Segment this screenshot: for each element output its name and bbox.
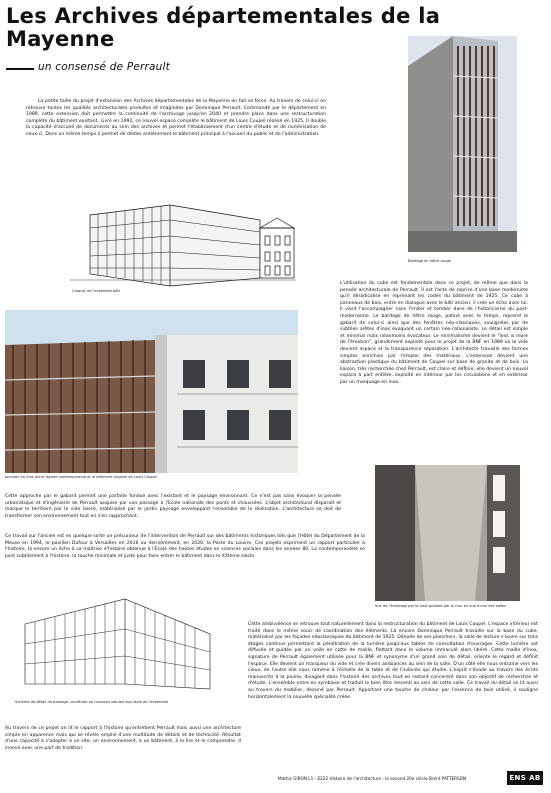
caption-facade: Jonction en inox entre façade contemporaine et le bâtiment original de Louis Coupel	[5, 475, 157, 479]
ensab-logo: ENS AB	[507, 771, 543, 785]
gabarit-text: Cette approche par le gabarit permet une parfaite fondue avec l'existant et le paysage environnant. Ce n'est pas sans évoquer la pensée urbanistique et d'ingénierie de Perrault acquise par son passage à l'Ecole nationale des ponts et chaussées. L'objet architectural disparaît et marque le territoire par le vide laissé, matérialisé par le jardin paysagé enveloppant l'ensemble de la réalisation. L'architecture se doit de transformer son environnement tout en s'en rapprochant.	[5, 494, 341, 519]
page-title: Les Archives départementales de la Mayenne	[6, 4, 441, 51]
intro-text: La petite taille du projet d'extension des Archives départementales de la Mayenne en fait sa force. Au travers de celui-ci on retrouve toutes les qualités architecturales produites et imaginées par Dominique Perrault. Commandé par le département en 1989, cette extension doit permettre la continuité de l'archivage jusqu'en 2040 et prendre place dans une restructuration complète du bâtiment existant. Livré en 1992, ce nouvel espace complète le bâtiment de Louis Coupel réalisé en 1925. Il double la capacité d'accueil de documents au sein des archives et permet l'établissement d'un centre d'étude et de numérisation de ceux-ci. Dans un même temps il permet de dédier entièrement le bâtiment principal à l'accueil du public et de l'administration.	[26, 99, 326, 137]
photo-interior	[375, 465, 520, 601]
intro-paragraph	[26, 99, 326, 139]
caption-bardage: Bardage en hêtre rouge	[408, 259, 451, 263]
gabarit-paragraph	[5, 494, 341, 520]
caption-croquis: Croquis de l'ensemble bâti	[72, 289, 120, 293]
sketch-drawing	[60, 200, 300, 290]
cube-text: L'utilisation du cube est fondamentale dans ce projet, de même que dans la pensée architecturale de Perrault. Il est l'acte de reprise d'une base moderniste qu'il déradicalise en reprenant les codes du bâtiment de 1925. Ce cube à panneaux de bois, entre en dialogue avec le bâti ancien, il crée un écho avec lui. Il vient l'accompagner sans l'imiter et tomber dans de l'historicisme du post-modernisme. Le bardage de hêtre rouge, patiné avec le temps, reprend le gabarit de celui-ci ainsi que des fenêtres néo-classiques, soulignées par de subtiles arêtes d'inox évoquant un certain néo-rationaliste. Le détail est simple et minimal mais néanmoins évocateur. Le minimalisme devient le "less is more de l'émotion", grandement exploité pour le projet de la BNF en 1989 où le vide devient espace et la transparence séparation. L'architecte travaille des formes simples enrichies par l'emploi des matériaux. L'extension devient une abstraction plastique du bâtiment de Coupel sur base de granite et de bois. La liaison, très recherchée chez Perrault, est claire et définie, elle devient un nouvel espace à part entière, exploité en intérieur par les circulations et en extérieur par un marquage en inox.	[340, 281, 528, 385]
precurseur-paragraph	[5, 534, 365, 560]
detail-drawing	[15, 594, 215, 694]
photo-facade	[5, 310, 298, 473]
conclusion-paragraph	[5, 726, 241, 752]
conclusion-text: Au travers de ce projet on lit le rapport à l'histoire qu'entretient Perrault mais aussi une architecture simple en apparence mais qui se révèle emplie d'une multitude de détails et de technicité. Résultat d'une capacité à s'adapter à un site, un environnement, à un bâtiment, à le lire et le comprendre. Il innove avec une part de tradition.	[5, 726, 241, 751]
photo-bardage	[408, 36, 517, 252]
ambivalence-paragraph	[248, 622, 538, 701]
page-subtitle: un consensé de Perrault	[38, 61, 170, 73]
precurseur-text: Ce travail sur l'ancien est en quelque sorte un précurseur de l'intervention de Perrault sur des bâtiments historiques tels que l'Hôtel du Département de la Meuse en 1994, le pavillon Dufour à Versailles en 2016 ou dernièrement, en 2020, la Poste du Louvre. Ces projets expriment un rapport particulier à l'histoire, là encore un écho à sa maîtrise d'histoire obtenue à l'Ecole des hautes études en sciences sociales dans les années 80. La contemporanéité se joint subtilement à l'histoire, la touche minimale et juste pour faire entrer le bâtiment dans le XXIème siècle.	[5, 534, 365, 559]
caption-detail: Schéma de détail du bardage, conférant au nouveau volume son style de l'ensemble	[15, 700, 168, 704]
caption-interior: Vue de l'éclairage par le haut guidant par le mur en vue d'une des salles	[375, 604, 506, 608]
ambivalence-text: Cette ambivalence se retrouve tout naturellement dans la restructuration du bâtiment de Louis Coupel. L'espace intérieur est traité dans le même souci de coordination des éléments. Là encore Dominique Perrault travaille sur la base du cube, matérialisé par les façades néoclassiques du bâtiment de 1925. Dénuée de ses planchers, la salle de lecture s'ouvre sur trois étages continus permettant la pénétration de la lumière jusqu'aux tables de consultation d'ouvrages. Cette lumière est diffusée et guidée par un voile en cotte de maille, flottant dans le volume immaculé alors libéré. Cette maille d'inox, signature de Perrault également utilisée pour la BNF et synonyme d'un grand soin de détail, oriente le regard et définit l'espace. Elle devient un marqueur du vide et crée divers ambiances au sein de la salle. D'un côté elle nous entraîne vers les cieux, de l'autre elle nous ramène à l'échelle de la table et de l'individu qui étudie. L'esprit s'évade au travers des écrits manuscrits à la plume, divagant dans l'histoire des archives tout en restant concentré dans son objectif de recherches et d'étude. L'ensemble entre en symbiose et traduit le bien être ressenti au sein de cette salle. Ce travail du détail se lit aussi au travers du mobilier, dessiné par Perrault. Apportant une touche de chaleur par l'essence de bois utilisé, il souligne horizontalement la nouvelle spécialité créée.	[248, 622, 538, 700]
subtitle-rule	[6, 68, 34, 70]
footer-text: Mathis GIRON L1 - E222 Histoire de l'architecture : le second 20e siècle Brent PATTERSON	[278, 776, 467, 781]
cube-paragraph	[340, 281, 528, 387]
